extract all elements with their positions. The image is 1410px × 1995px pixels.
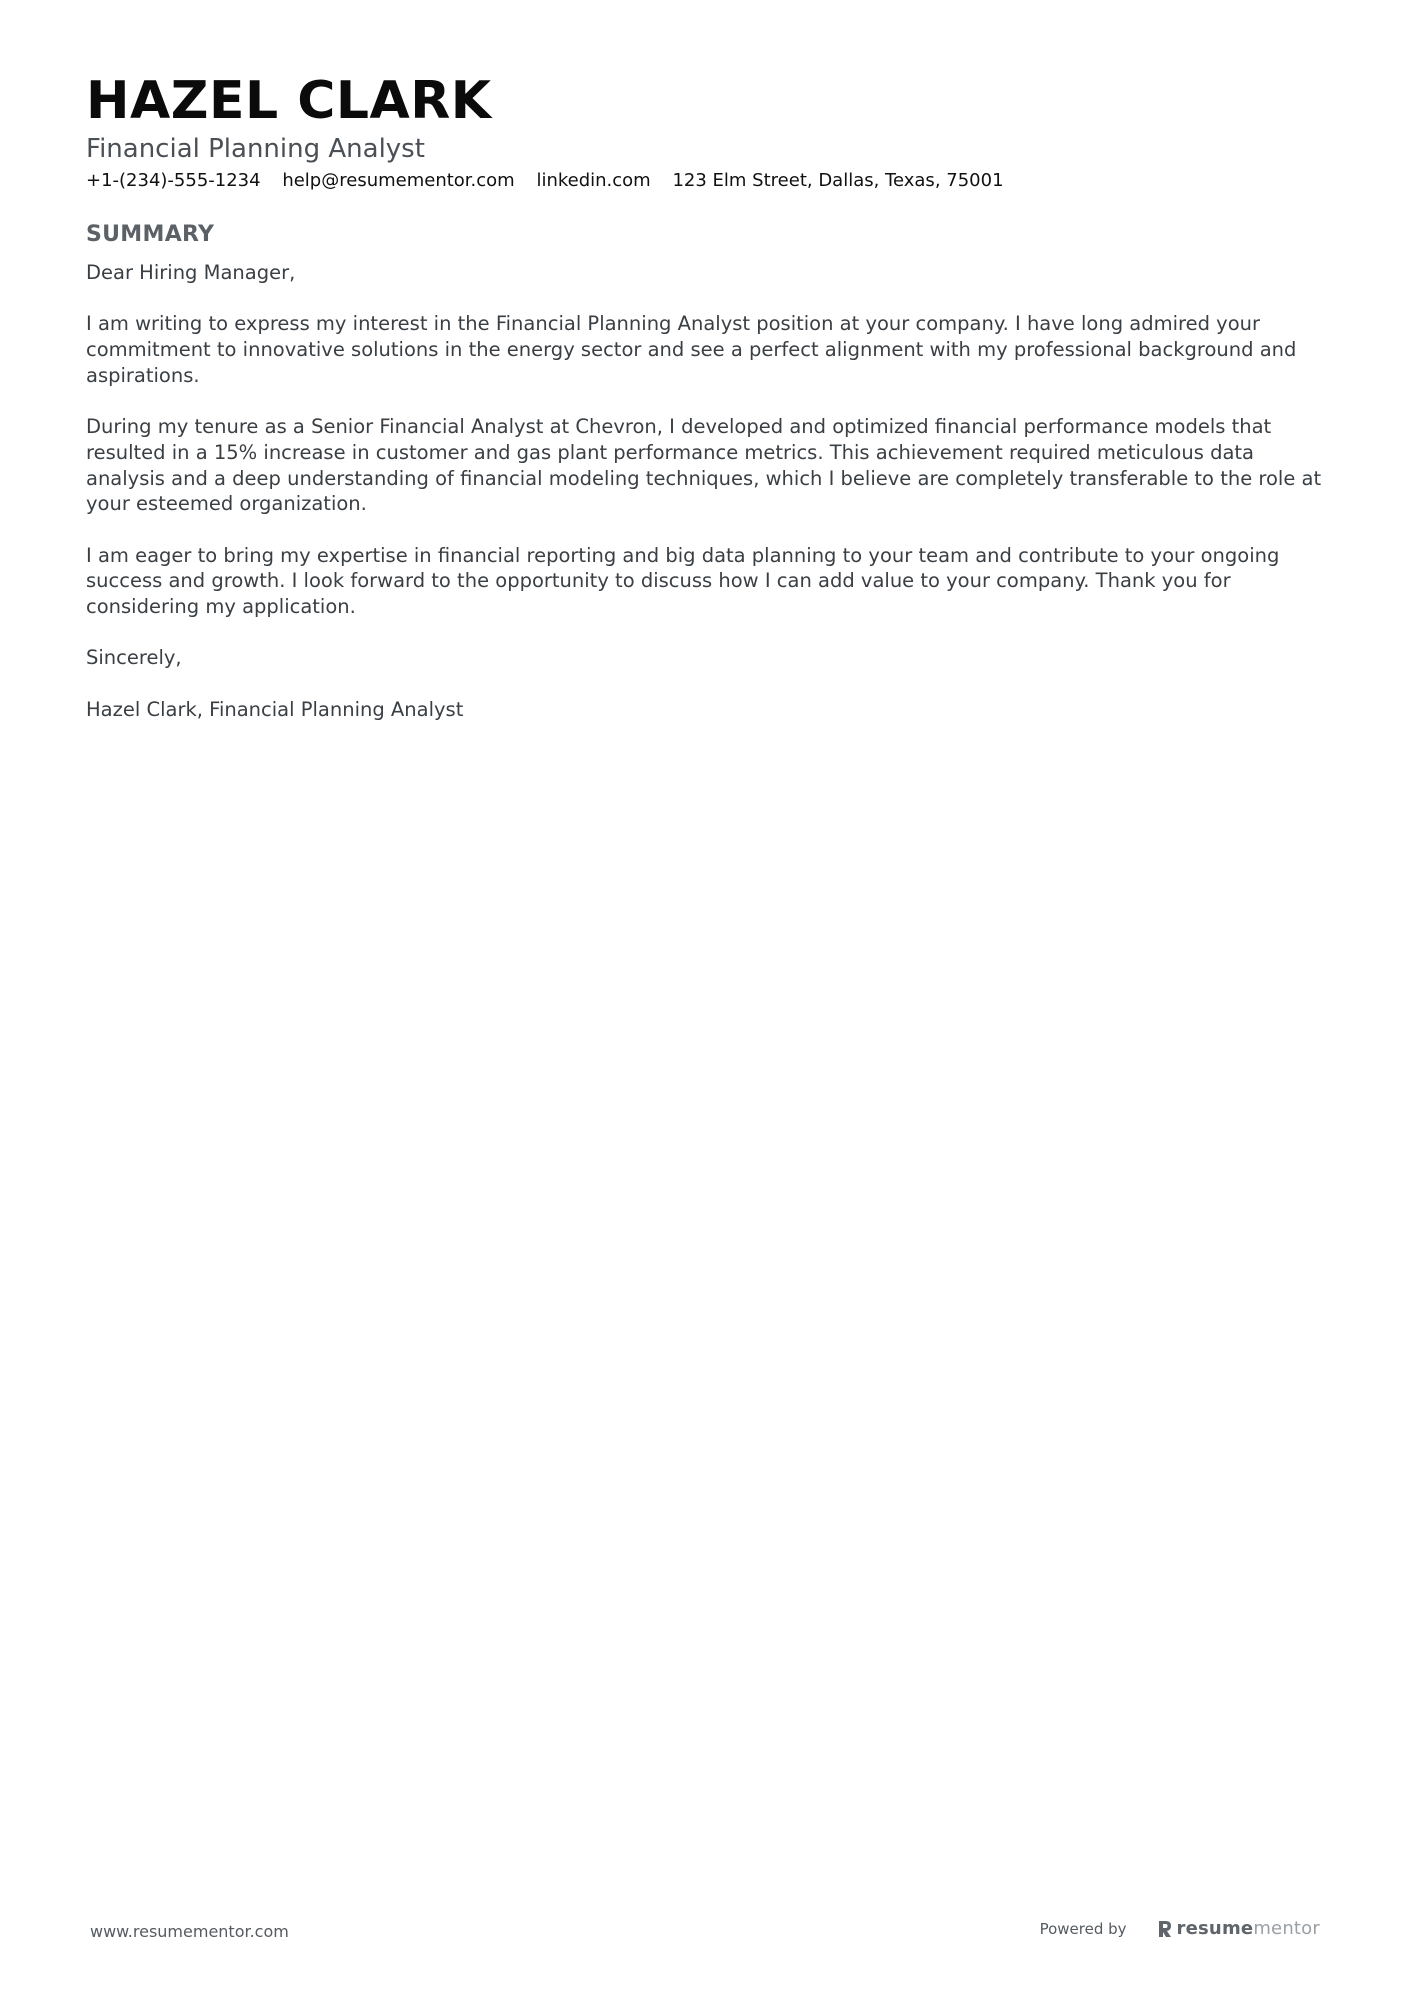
powered-by-brand[interactable] (1040, 1918, 1320, 1939)
contact-linkedin[interactable]: linkedin.com (536, 170, 651, 191)
contact-address: 123 Elm Street, Dallas, Texas, 75001 (672, 170, 1004, 191)
contact-info (86, 168, 1326, 194)
letter-salutation: Dear Hiring Manager, (86, 261, 296, 284)
section-title: SUMMARY (86, 222, 215, 247)
brand-logo-text (1177, 1918, 1320, 1939)
candidate-name: HAZEL CLARK (86, 71, 492, 131)
letter-paragraph: During my tenure as a Senior Financial Analyst at Chevron, I developed and optimized financial performance models that resulted in a 15% increase in customer and gas plant performance metrics. This achievement required meticulous data analysis and a deep understanding of financial modeling techniques, which I believe are completely transferable to the role at your esteemed organization. (86, 415, 1322, 516)
letter-paragraph: I am writing to express my interest in the Financial Planning Analyst position at your company. I have long admired your commitment to innovative solutions in the energy sector and see a perfect alignment with my professional background and aspirations. (86, 312, 1297, 387)
footer-url[interactable]: www.resumementor.com (90, 1922, 289, 1941)
letter-signature: Hazel Clark, Financial Planning Analyst (86, 697, 464, 721)
summary-section (86, 220, 1326, 748)
contact-phone: +1-(234)-555-1234 (86, 170, 261, 191)
contact-email[interactable]: help@resumementor.com (282, 170, 515, 191)
resumementor-logo-icon (1157, 1919, 1173, 1939)
page-footer (90, 1918, 1320, 1948)
cover-letter-body (86, 260, 1326, 723)
powered-by-label: Powered by (1039, 1919, 1127, 1938)
letter-paragraph: I am eager to bring my expertise in financial reporting and big data planning to your team and contribute to your ongoing success and growth. I look forward to the opportunity to discuss how I can add value to your company. Thank you for considering my application. (86, 543, 1280, 619)
letter-closing: Sincerely, (86, 646, 182, 670)
brand-name-part1: resume (1176, 1918, 1254, 1939)
job-title: Financial Planning Analyst (86, 134, 425, 164)
brand-name-part2: mentor (1253, 1918, 1320, 1939)
resume-header (86, 70, 1326, 194)
